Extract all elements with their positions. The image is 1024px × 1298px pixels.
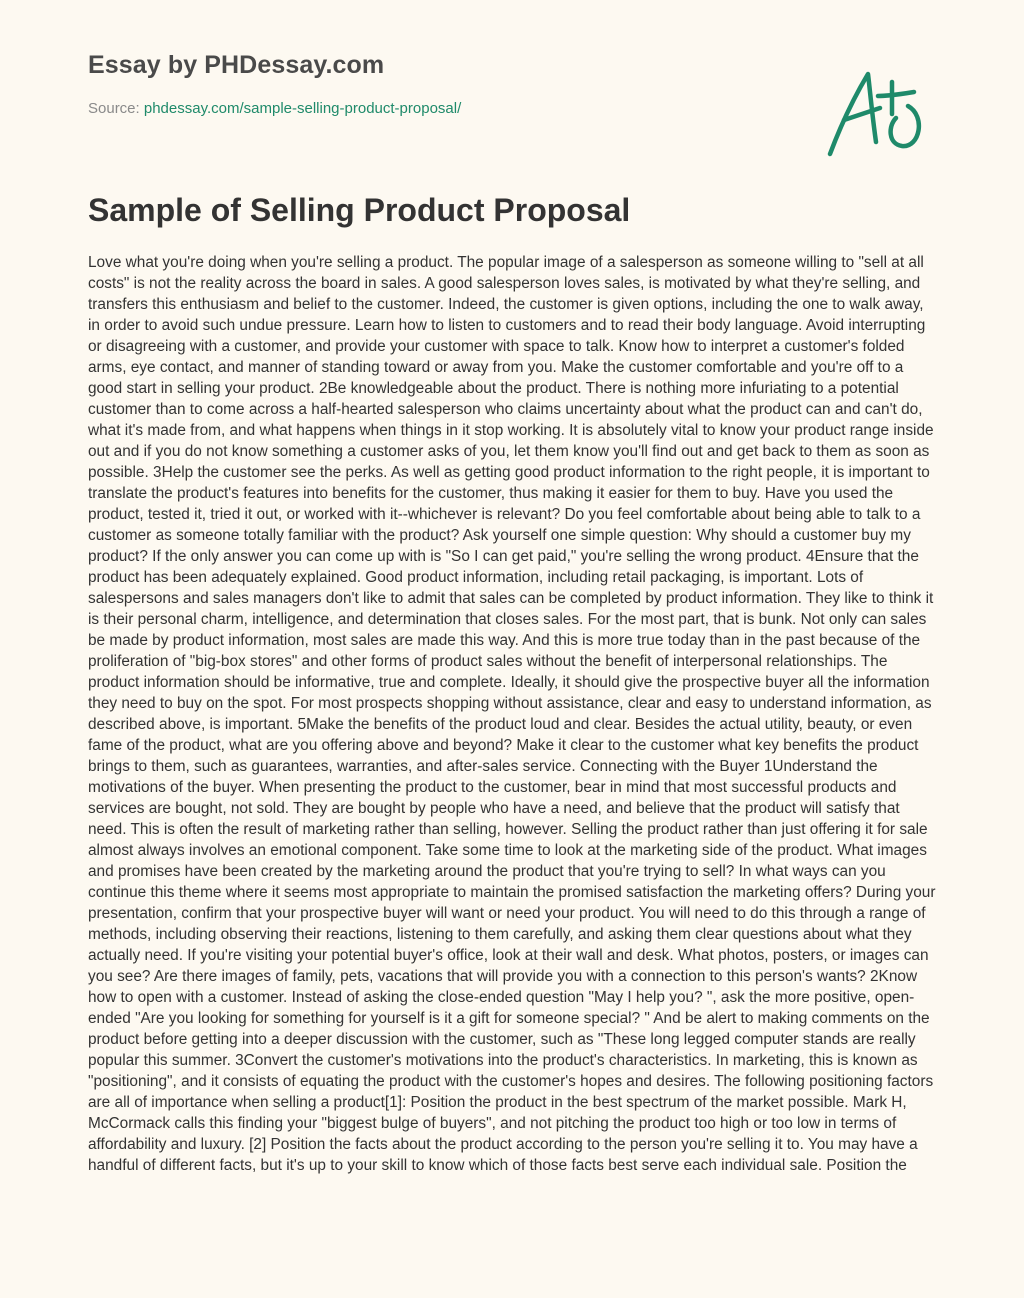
site-title: Essay by PHDessay.com [88, 51, 385, 79]
source-label: Source: [88, 100, 144, 117]
source-line [88, 99, 788, 119]
a-plus-grade-icon [822, 62, 932, 162]
document-title: Sample of Selling Product Proposal [88, 192, 631, 228]
site-header [88, 48, 788, 119]
bottom-fade-overlay [0, 1240, 1024, 1298]
essay-body-text: Love what you're doing when you're selling a product. The popular image of a salesperson as someone willing to "sell at all costs" is not the reality across the board in sales. A good salesperson loves sales, is motivated by what they're selling, and transfers this enthusiasm and belief to the customer. Indeed, the customer is given options, including the one to walk away, in order to avoid such undue pressure. Learn how to listen to customers and to read their body language. Avoid interrupting or disagreeing with a customer, and provide your customer with space to talk. Know how to interpret a customer's folded arms, eye contact, and manner of standing toward or away from you. Make the customer comfortable and you're off to a good start in selling your product. 2Be knowledgeable about the product. There is nothing more infuriating to a potential customer than to come across a half-hearted salesperson who claims uncertainty about what the product can and can't do, what it's made from, and what happens when things in it stop working. It is absolutely vital to know your product range inside out and if you do not know something a customer asks of you, let them know you'll find out and get back to them as soon as possible. 3Help the customer see the perks. As well as getting good product information to the right people, it is important to translate the product's features into benefits for the customer, thus making it easier for them to buy. Have you used the product, tested it, tried it out, or worked with it--whichever is relevant? Do you feel comfortable about being able to talk to a customer as someone totally familiar with the product? Ask yourself one simple question: Why should a customer buy my product? If the only answer you can come up with is "So I can get paid," you're selling the wrong product. 4Ensure that the product has been adequately explained. Good product information, including retail packaging, is important. Lots of salespersons and sales managers don't like to admit that sales can be completed by product information. They like to think it is their personal charm, intelligence, and determination that closes sales. For the most part, that is bunk. Not only can sales be made by product information, most sales are made this way. And this is more true today than in the past because of the proliferation of "big-box stores" and other forms of product sales without the benefit of interpersonal relationships. The product information should be informative, true and complete. Ideally, it should give the prospective buyer all the information they need to buy on the spot. For most prospects shopping without assistance, clear and easy to understand information, as described above, is important. 5Make the benefits of the product loud and clear. Besides the actual utility, beauty, or even fame of the product, what are you offering above and beyond? Make it clear to the customer what key benefits the product brings to them, such as guarantees, warranties, and after-sales service. Connecting with the Buyer 1Understand the motivations of the buyer. When presenting the product to the customer, bear in mind that most successful products and services are bought, not sold. They are bought by people who have a need, and believe that the product will satisfy that need. This is often the result of marketing rather than selling, however. Selling the product rather than just offering it for sale almost always involves an emotional component. Take some time to look at the marketing side of the product. What images and promises have been created by the marketing around the product that you're trying to sell? In what ways can you continue this theme where it seems most appropriate to maintain the promised satisfaction the marketing offers? During your presentation, confirm that your prospective buyer will want or need your product. You will need to do this through a range of methods, including observing their reactions, listening to them carefully, and asking them clear questions about what they actually need. If you're visiting your potential buyer's office, look at their wall and desk. What photos, posters, or images can you see? Are there images of family, pets, vacations that will provide you with a connection to this person's wants? 2Know how to open with a customer. Instead of asking the close-ended question "May I help you? ", ask the more positive, open-ended "Are you looking for something for yourself is it a gift for someone special? " And be alert to making comments on the product before getting into a deeper discussion with the customer, such as "These long legged computer stands are really popular this summer. 3Convert the customer's motivations into the product's characteristics. In marketing, this is known as "positioning", and it consists of equating the product with the customer's hopes and desires. The following positioning factors are all of importance when selling a product[1]: Position the product in the best spectrum of the market possible. Mark H, McCormack calls this finding your "biggest bulge of buyers", and not pitching the product too high or too low in terms of affordability and luxury. [2] Position the facts about the product according to the person you're selling it to. You may have a handful of different facts, but it's up to your skill to know which of those facts best serve each individual sale. Position the [88, 254, 936, 1174]
source-link[interactable]: phdessay.com/sample-selling-product-proposal/ [143, 100, 462, 117]
